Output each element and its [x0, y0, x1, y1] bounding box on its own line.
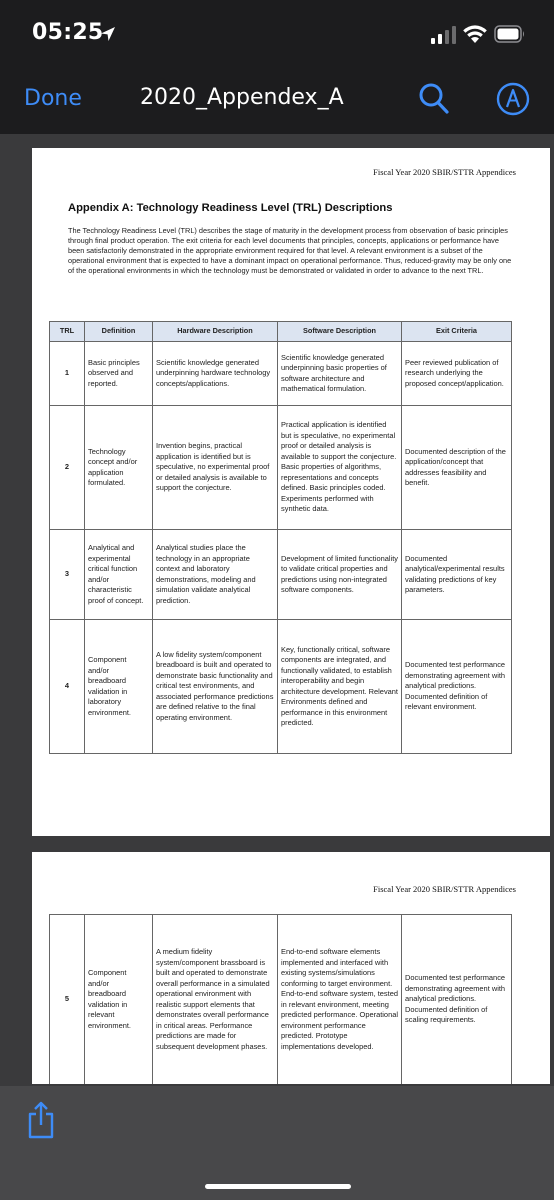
exit-cell: Documented description of the application/concept that addresses feasibility and benefit.: [402, 406, 512, 530]
status-time: 05:25: [32, 20, 104, 45]
exit-cell: Documented analytical/experimental results validating predictions of key parameters.: [402, 530, 512, 620]
definition-cell: Component and/or breadboard validation in relevant environment.: [85, 915, 153, 1085]
software-cell: End-to-end software elements implemented and interfaced with existing systems/simulations conforming to target environment. End-to-end software system, tested in relevant environment, meeting predicted performance. Operational environment performance predicted. Prototype implementations developed.: [278, 915, 402, 1085]
table-row: [50, 342, 512, 406]
header-definition: Definition: [85, 322, 153, 342]
software-cell: Scientific knowledge generated underpinning basic properties of software architecture and mathematical formulation.: [278, 342, 402, 406]
trl-cell: 2: [50, 406, 85, 530]
exit-cell: Peer reviewed publication of research underlying the proposed concept/application.: [402, 342, 512, 406]
home-indicator[interactable]: [205, 1184, 351, 1189]
header-exit: Exit Criteria: [402, 322, 512, 342]
definition-cell: Basic principles observed and reported.: [85, 342, 153, 406]
trl-table-continued: [49, 914, 512, 1084]
battery-icon: [494, 25, 526, 43]
header-hardware: Hardware Description: [153, 322, 278, 342]
table-row: [50, 530, 512, 620]
status-bar: [0, 0, 554, 66]
hardware-cell: A low fidelity system/component breadboard is built and operated to demonstrate basic functionality and critical test environments, and associated performance predictions are defined relative to the final operating environment.: [153, 620, 278, 754]
share-icon[interactable]: [26, 1100, 56, 1140]
done-button[interactable]: Done: [24, 86, 82, 111]
exit-cell: Documented test performance demonstrating agreement with analytical predictions. Documented definition of scaling requirements.: [402, 915, 512, 1085]
markup-icon[interactable]: [496, 82, 530, 116]
cellular-signal-icon: [430, 26, 456, 44]
definition-cell: Component and/or breadboard validation in laboratory environment.: [85, 620, 153, 754]
intro-paragraph: The Technology Readiness Level (TRL) describes the stage of maturity in the development process from observation of basic principles through final product operation. The exit criteria for each level documents that principles, concepts, applications or performance have been satisfactorily demonstrated in the appropriate environment required for that level. A relevant environment is a subset of the operational environment that is expected to have a dominant impact on operational performance. Thus, reduced-gravity may be only one of the operational environments in which the technology must be demonstrated or validated in order to advance to the next TRL.: [68, 226, 512, 275]
trl-cell: 4: [50, 620, 85, 754]
header-software: Software Description: [278, 322, 402, 342]
definition-cell: Analytical and experimental critical function and/or characteristic proof of concept.: [85, 530, 153, 620]
document-page-1[interactable]: [32, 148, 550, 836]
wifi-icon: [462, 24, 488, 44]
hardware-cell: Scientific knowledge generated underpinning hardware technology concepts/applications.: [153, 342, 278, 406]
exit-cell: Documented test performance demonstrating agreement with analytical predictions. Documented definition of relevant environment.: [402, 620, 512, 754]
navigation-bar: [0, 66, 554, 134]
bottom-toolbar: [0, 1086, 554, 1200]
hardware-cell: Invention begins, practical application is identified but is speculative, no experimental proof or detailed analysis is available to support the conjecture.: [153, 406, 278, 530]
running-head: Fiscal Year 2020 SBIR/STTR Appendices: [373, 884, 516, 894]
trl-cell: 3: [50, 530, 85, 620]
software-cell: Practical application is identified but is speculative, no experimental proof or detailed analysis is available to support the conjecture. Basic properties of algorithms, representations and concepts defined. Basic principles coded. Experiments performed with synthetic data.: [278, 406, 402, 530]
table-row: [50, 406, 512, 530]
trl-table: [49, 321, 512, 754]
hardware-cell: A medium fidelity system/component brassboard is built and operated to demonstrate overall performance in a simulated operational environment with realistic support elements that demonstrates overall performance in critical areas. Performance predictions are made for subsequent development phases.: [153, 915, 278, 1085]
running-head: Fiscal Year 2020 SBIR/STTR Appendices: [373, 167, 516, 177]
software-cell: Development of limited functionality to validate critical properties and predictions using non-integrated software components.: [278, 530, 402, 620]
search-icon[interactable]: [418, 82, 450, 116]
appendix-heading: Appendix A: Technology Readiness Level (TRL) Descriptions: [68, 202, 393, 214]
document-page-2[interactable]: [32, 852, 550, 1084]
trl-cell: 5: [50, 915, 85, 1085]
location-arrow-icon: [99, 25, 117, 43]
header-trl: TRL: [50, 322, 85, 342]
definition-cell: Technology concept and/or application formulated.: [85, 406, 153, 530]
trl-cell: 1: [50, 342, 85, 406]
document-title: 2020_Appendex_A: [140, 85, 344, 110]
software-cell: Key, functionally critical, software components are integrated, and functionally validated, to establish interoperability and begin architecture development. Relevant Environments defined and performance in this environment predicted.: [278, 620, 402, 754]
table-header-row: [50, 322, 512, 342]
hardware-cell: Analytical studies place the technology in an appropriate context and laboratory demonstrations, modeling and simulation validate analytical prediction.: [153, 530, 278, 620]
table-row: [50, 915, 512, 1085]
table-row: [50, 620, 512, 754]
